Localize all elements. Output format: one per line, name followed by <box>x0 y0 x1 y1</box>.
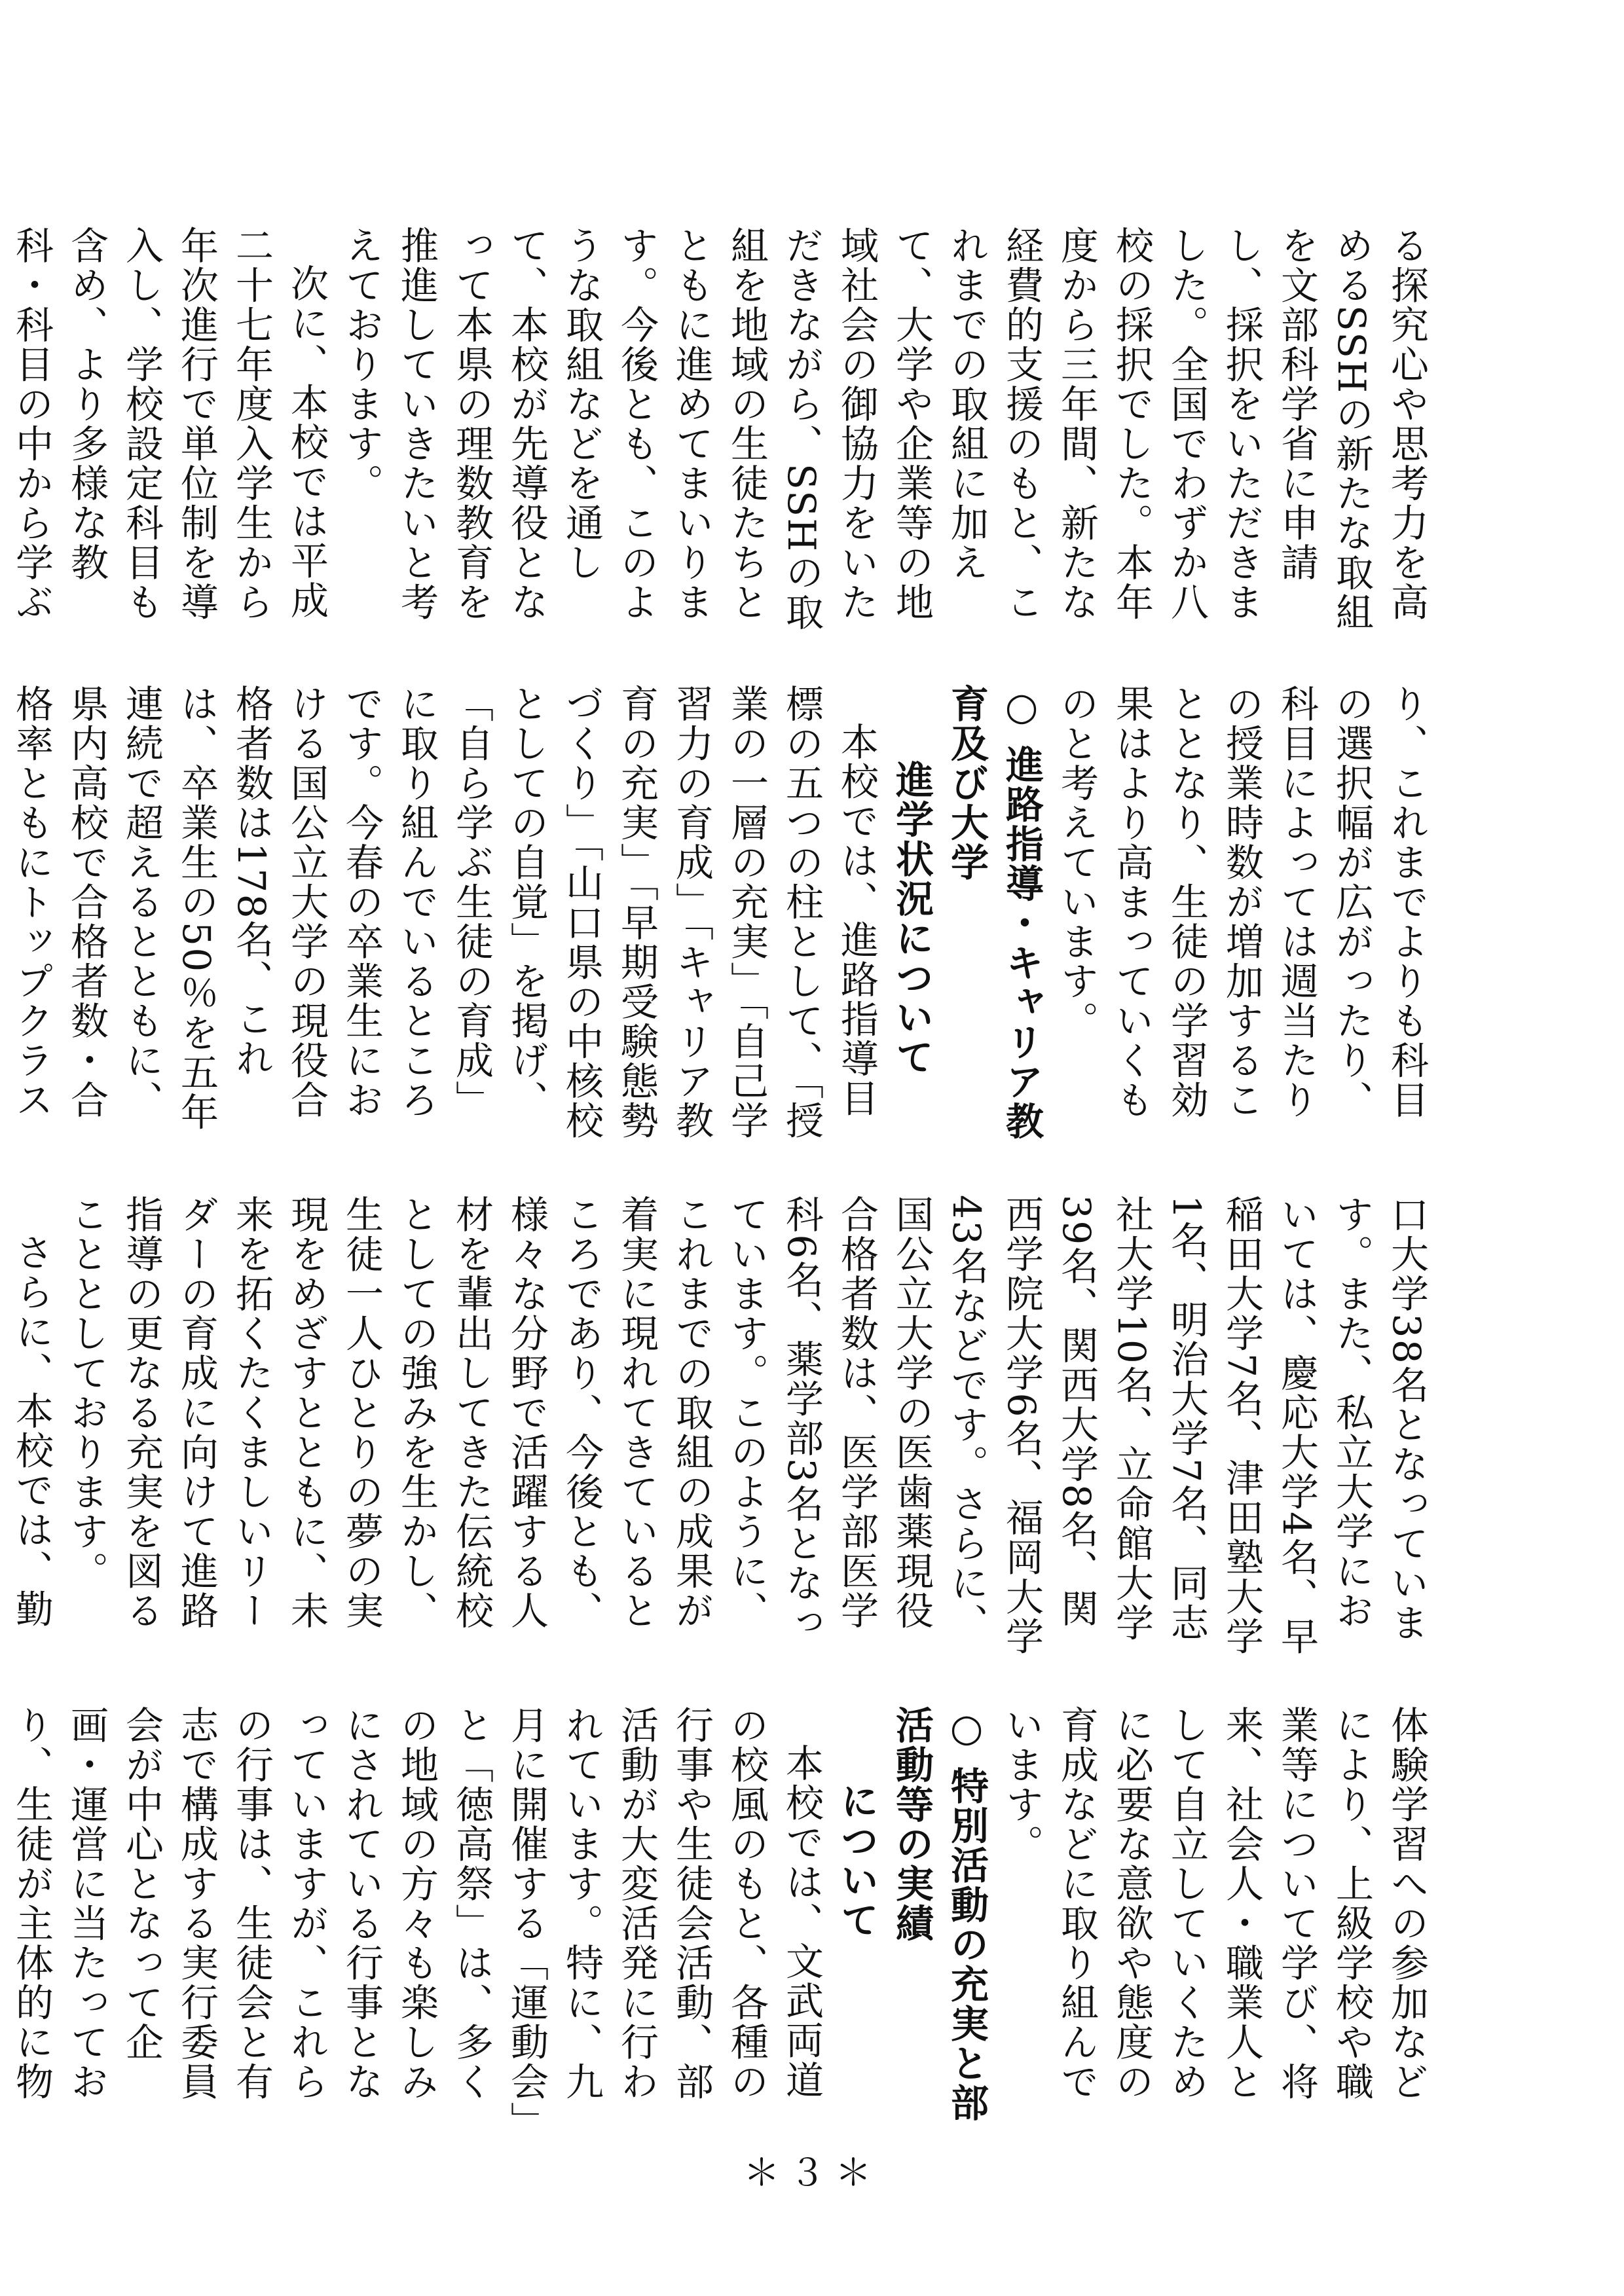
section-heading: ○ 特別活動の充実と部活動等の実績 <box>889 1705 989 2123</box>
text-block-tier-4 <box>9 1705 1434 2124</box>
paragraph-continued: 体験学習への参加などにより、上級学校や職業等について学び、将来、社会人・職業人として自立していくために必要な意欲や態度の育成などに取り組んでいます。 <box>999 1705 1429 2102</box>
section-heading: ○ 進路指導・キャリア教育及び大学 <box>944 684 1044 1142</box>
text-block-tier-2 <box>9 684 1434 1156</box>
paragraph: 本校では、文武両道の校風のもと、各種の行事や生徒会活動、部活動が大変活発に行われています。特に、九月に開催する「運動会」と「徳高祭」は、多くの地域の方々も楽しみにされている行事となっていますが、これらの行事は、生徒会と有志で構成する実行委員会が中心となって企画・運営に当たっており、生徒が主体的に物 <box>9 1705 824 2123</box>
text-block-tier-1 <box>9 226 1434 645</box>
section-heading-sub: 進学状況について <box>889 760 934 1077</box>
page-number: ＊３＊ <box>743 2152 881 2195</box>
paragraph: 次に、本校では平成二十七年度入学生から年次進行で単位制を導入し、学校設定科目も含め、より多様な教科・科目の中から学ぶ <box>9 226 329 622</box>
paragraph: 本校では、進路指導目標の五つの柱として、「授業の一層の充実」「自己学習力の育成」「キャリア教育の充実」「早期受験態勢づくり」「山口県の中核校としての自覚」を掲げ、「自ら学ぶ生徒の育成」に取り組んでいるところです。今春の卒業生における国公立大学の現役合格者数は178名、これは、卒業生の50％を五年連続で超えるとともに、県内高校で合格者数・合格率ともにトップクラス <box>9 684 879 1140</box>
paragraph-continued: り、これまでよりも科目の選択幅が広がったり、科目によっては週当たりの授業時数が増加することとなり、生徒の学習効果はより高まっていくものと考えています。 <box>1054 684 1429 1120</box>
text-block-tier-3 <box>9 1195 1434 1666</box>
paragraph-continued: 口大学38名となっています。また、私立大学においては、慶応大学4名、早稲田大学7名、津田塾大学1名、明治大学7名、同志社大学10名、立命館大学39名、関西大学8名、関西学院大学6名、福岡大学43名などです。さらに、国公立大学の医歯薬現役合格者数は、医学部医学科6名、薬学部3名となっています。このように、これまでの取組の成果が着実に現れてきているところであり、今後とも、様々な分野で活躍する人材を輩出してきた伝統校としての強みを生かし、生徒一人ひとりの夢の実現をめざすとともに、未来を拓くたくましいリーダーの育成に向けて進路指導の更なる充実を図ることとしております。 <box>64 1195 1429 1656</box>
paragraph: さらに、本校では、勤 <box>9 1233 54 1629</box>
section-heading-sub: について <box>834 1781 879 1940</box>
paragraph: る探究心や思考力を高めるSSHの新たな取組を文部科学省に申請し、採択をいただきました。全国でわずか八校の採択でした。本年度から三年間、新たな経費的支援のもと、これまでの取組に加えて、大学や企業等の地域社会の御協力をいただきながら、SSHの取組を地域の生徒たちとともに進めてまいります。今後とも、このような取組などを通して、本校が先導役となって本県の理数教育を推進していきたいと考えております。 <box>339 226 1429 632</box>
